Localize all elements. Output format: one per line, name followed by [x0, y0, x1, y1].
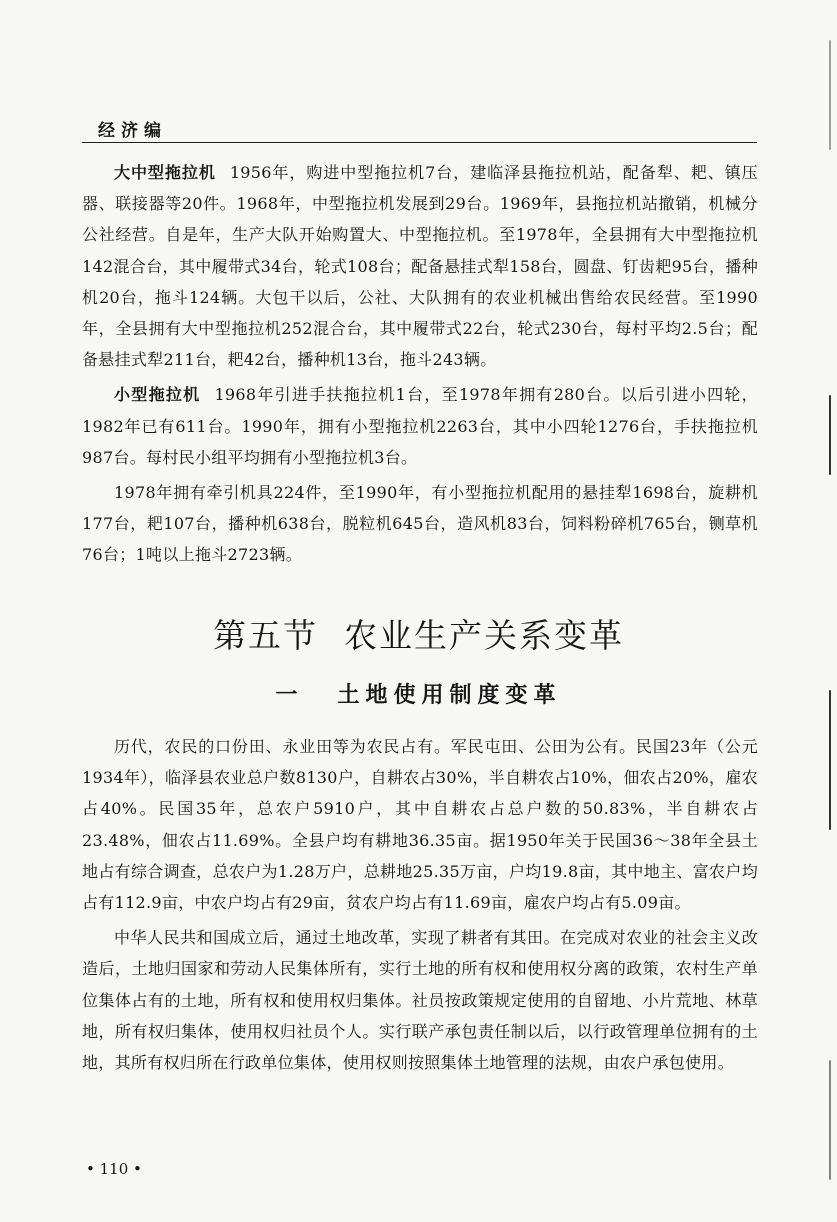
term-small-tractors: 小型拖拉机: [114, 385, 201, 405]
paragraph-historical-land: [82, 731, 758, 918]
section-number: 第五节: [213, 616, 318, 655]
top-text-block: [82, 157, 758, 575]
paragraph-large-tractors: [82, 157, 758, 375]
scan-edge-mark: [829, 690, 831, 830]
paragraph-small-tractors: [82, 379, 758, 473]
paragraph-text: 1956年，购进中型拖拉机7台，建临泽县拖拉机站，配备犁、耙、镇压器、联接器等20件。1968年，中型拖拉机发展到29台。1969年，县拖拉机站撤销，机械分公社经营。自是年，生产大队开始购置大、中型拖拉机。至1978年，全县拥有大中型拖拉机142混合台，其中履带式34台，轮式108台；配备悬挂式犁158台，圆盘、钉齿耙95台，播种机20台，拖斗124辆。大包干以后，公社、大队拥有的农业机械出售给农民经营。至1990年，全县拥有大中型拖拉机252混合台，其中履带式22台，轮式230台，每村平均2.5台；配备悬挂式犁211台，耙42台，播种机13台，拖斗243辆。: [82, 163, 758, 370]
paragraph-text: 1968年引进手扶拖拉机1台，至1978年拥有280台。以后引进小四轮，1982年已有611台。1990年，拥有小型拖拉机2263台，其中小四轮1276台，手扶拖拉机987台。每村民小组平均拥有小型拖拉机3台。: [82, 385, 758, 467]
paragraph-land-reform: [82, 922, 758, 1078]
term-large-tractors: 大中型拖拉机: [114, 163, 216, 182]
paragraph-text: 1978年拥有牵引机具224件，至1990年，有小型拖拉机配用的悬挂犁1698台，旋耕机177台，耙107台，播种机638台，脱粒机645台，造风机83台，饲料粉碎机765台，铡草机76台；1吨以上拖斗2723辆。: [82, 483, 758, 565]
paragraph-implements: [82, 477, 758, 571]
subsection-number: 一: [275, 683, 304, 708]
bottom-text-block: [82, 731, 758, 1082]
section-title: [0, 610, 837, 657]
section-name: 农业生产关系变革: [344, 616, 624, 655]
header-rule: [82, 142, 757, 143]
subsection-title: [0, 678, 837, 709]
paragraph-text: 中华人民共和国成立后，通过土地改革，实现了耕者有其田。在完成对农业的社会主义改造后，土地归国家和劳动人民集体所有，实行土地的所有权和使用权分离的政策，农村生产单位集体占有的土地，所有权和使用权归集体。社员按政策规定使用的自留地、小片荒地、林草地，所有权归集体，使用权归社员个人。实行联产承包责任制以后，以行政管理单位拥有的土地，其所有权归所在行政单位集体，使用权则按照集体土地管理的法规，由农户承包使用。: [82, 928, 758, 1073]
scan-edge-mark: [829, 395, 831, 475]
page-number: • 110 •: [86, 1160, 142, 1178]
running-head: 经济编: [98, 121, 167, 141]
paragraph-text: 历代，农民的口份田、永业田等为农民占有。军民屯田、公田为公有。民国23年（公元1934年），临泽县农业总户数8130户，自耕农占30%，半自耕农占10%，佃农占20%，雇农占40%。民国35年，总农户5910户，其中自耕农占总户数的50.83%，半自耕农占23.48%，佃农占11.69%。全县户均有耕地36.35亩。据1950年关于民国36～38年全县土地占有综合调查，总农户为1.28万户，总耕地25.35万亩，户均19.8亩，其中地主、富农户均占有112.9亩，中农户均占有29亩，贫农户均占有11.69亩，雇农户均占有5.09亩。: [82, 737, 758, 913]
subsection-name: 土地使用制度变革: [337, 683, 562, 708]
scan-edge-mark: [829, 40, 831, 150]
scan-edge-mark: [829, 1060, 831, 1180]
